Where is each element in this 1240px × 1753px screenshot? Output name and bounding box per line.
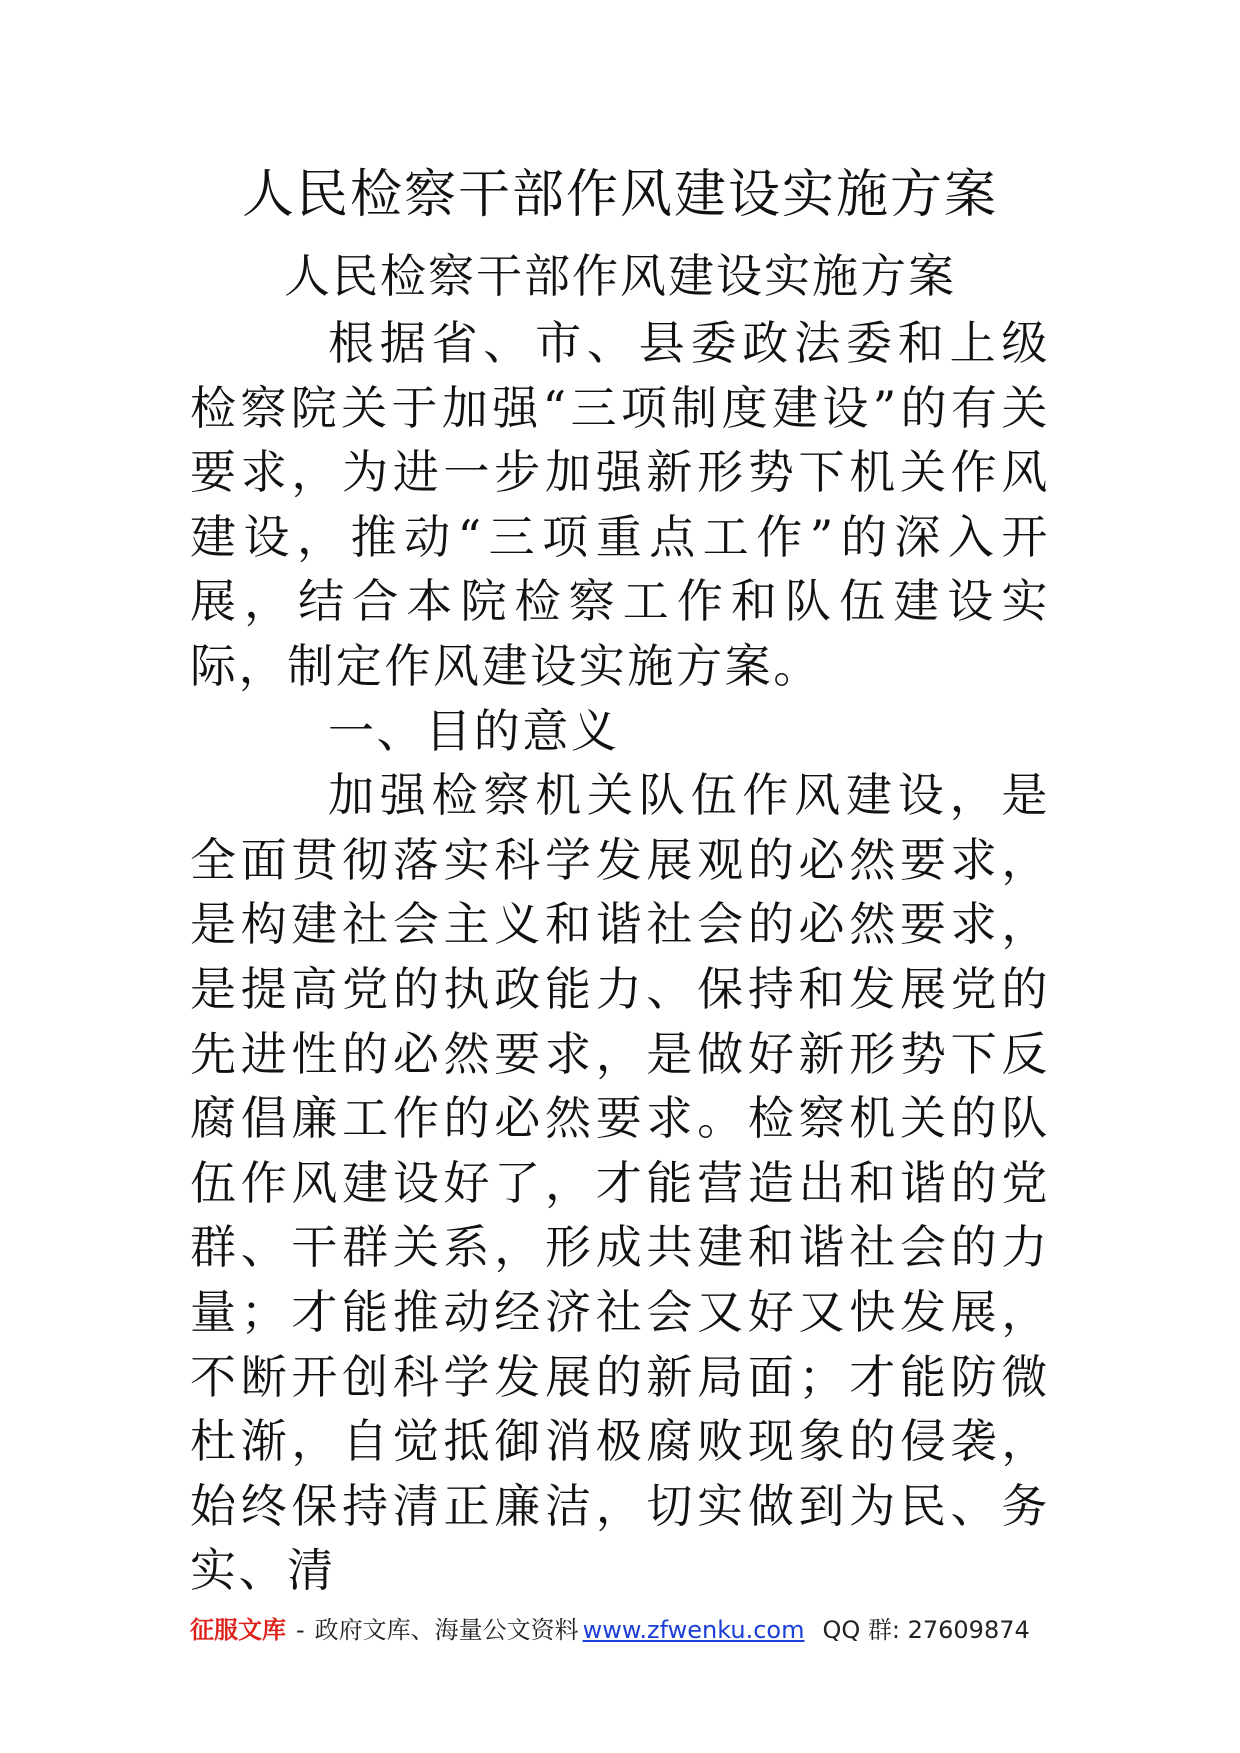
footer-qq-group: QQ 群: 27609874	[822, 1616, 1030, 1644]
document-subtitle: 人民检察干部作风建设实施方案	[284, 249, 956, 303]
footer-website-link[interactable]: www.zfwenku.com	[582, 1616, 805, 1644]
document-body	[190, 311, 1050, 1603]
footer-separator: -	[296, 1616, 305, 1644]
section-paragraph: 加强检察机关队伍作风建设，是全面贯彻落实科学发展观的必然要求，是构建社会主义和谐社会的必然要求，是提高党的执政能力、保持和发展党的先进性的必然要求，是做好新形势下反腐倡廉工作的必然要求。检察机关的队伍作风建设好了，才能营造出和谐的党群、干群关系，形成共建和谐社会的力量；才能推动经济社会又好又快发展，不断开创科学发展的新局面；才能防微杜渐，自觉抵御消极腐败现象的侵袭，始终保持清正廉洁，切实做到为民、务实、清	[190, 768, 1050, 1598]
footer-tagline: 政府文库、海量公文资料	[314, 1616, 579, 1644]
section-heading: 一、目的意义	[328, 703, 620, 758]
document-title: 人民检察干部作风建设实施方案	[241, 165, 998, 225]
page-footer	[190, 1612, 1070, 1648]
footer-brand: 征服文库	[190, 1616, 286, 1644]
intro-paragraph: 根据省、市、县委政法委和上级检察院关于加强“三项制度建设”的有关要求，为进一步加强新形势下机关作风建设，推动“三项重点工作”的深入开展，结合本院检察工作和队伍建设实际，制定作风建设实施方案。	[190, 316, 1050, 693]
